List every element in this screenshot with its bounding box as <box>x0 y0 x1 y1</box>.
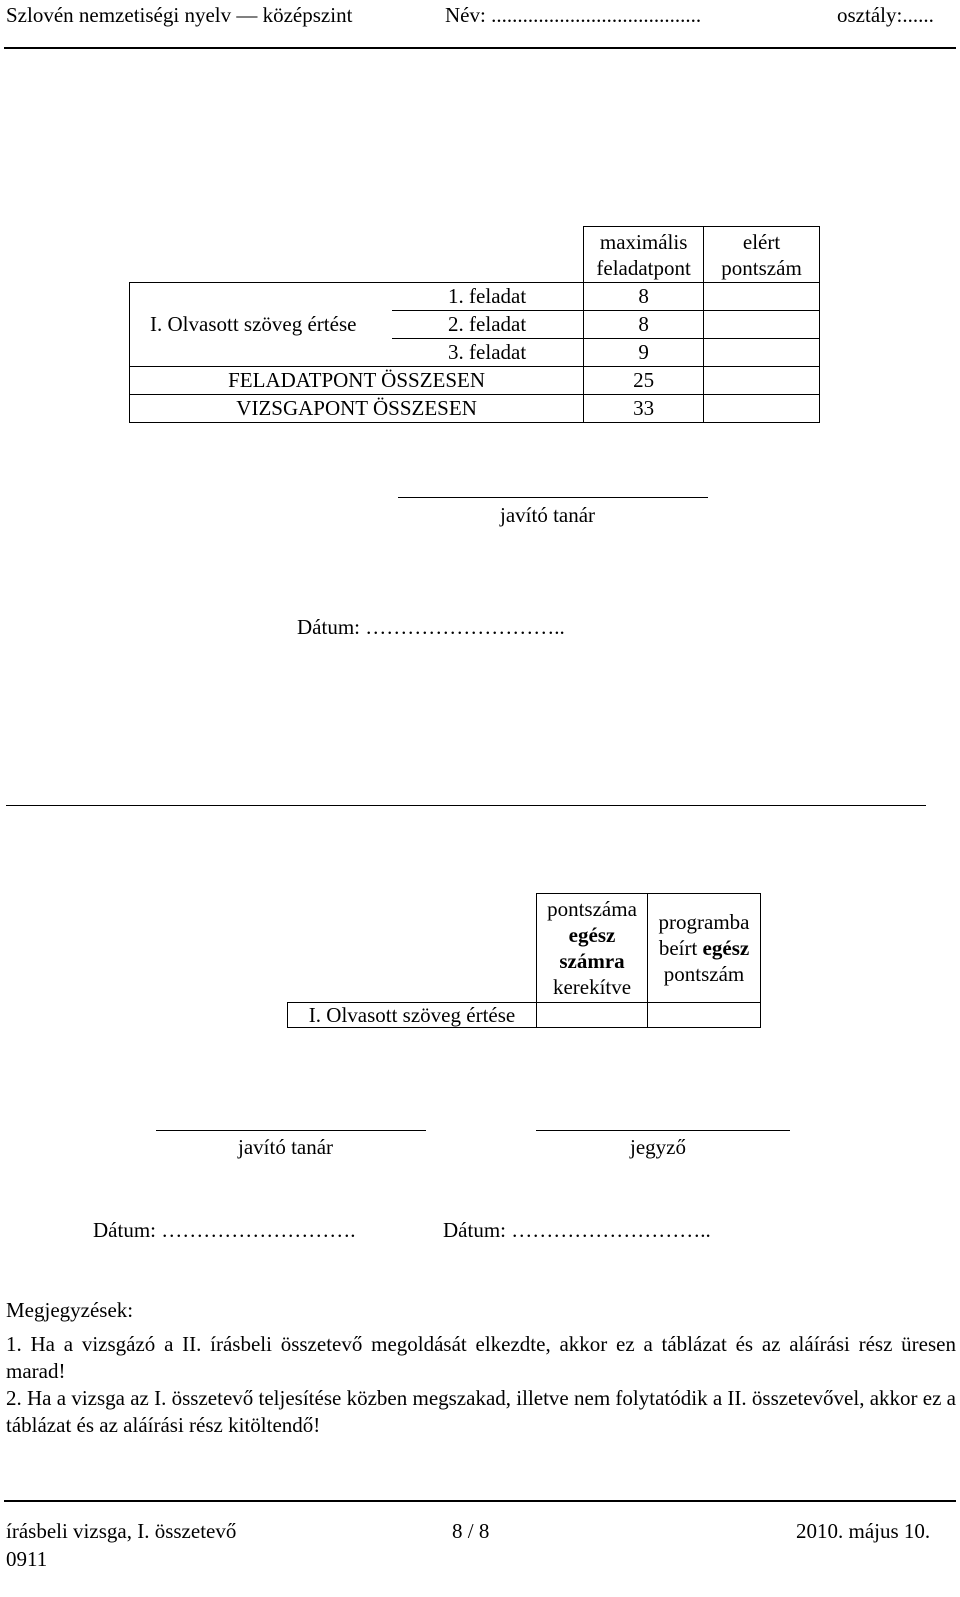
date-field[interactable]: Dátum: ……………………….. <box>297 615 565 639</box>
rounded-score-header-cell: pontszáma egész számra kerekítve <box>536 893 648 1003</box>
notary-date-field[interactable]: Dátum: ……………………….. <box>443 1218 711 1242</box>
teacher-label-2: javító tanár <box>238 1135 334 1159</box>
total-task-points-earned[interactable] <box>704 367 820 395</box>
teacher-label: javító tanár <box>500 503 596 527</box>
task-3-max: 9 <box>584 339 704 367</box>
header-rule <box>4 47 956 49</box>
teacher-date-field[interactable]: Dátum: ………………………. <box>93 1218 356 1242</box>
earned-points-header: elért pontszám <box>721 229 802 280</box>
footer-date: 2010. május 10. <box>796 1519 931 1543</box>
total-exam-points-earned[interactable] <box>704 395 820 423</box>
notes-title: Megjegyzések: <box>6 1298 134 1322</box>
note-2: 2. Ha a vizsga az I. összetevő teljesítése közben megszakad, illetve nem folytatódik a II. összetevővel, akkor ez a táblázat és az aláírási rész kitöltendő! <box>6 1386 956 1437</box>
task-2-earned[interactable] <box>704 311 820 339</box>
max-points-header: maximális feladatpont <box>596 229 691 280</box>
teacher-signature-line-2[interactable] <box>156 1130 426 1131</box>
section-label-cell: I. Olvasott szöveg értése <box>287 1002 537 1028</box>
task-3-label: 3. feladat <box>392 339 584 367</box>
task-2-max: 8 <box>584 311 704 339</box>
program-score-header-cell: programba beírt egész pontszám <box>647 893 761 1003</box>
section-separator <box>6 805 926 806</box>
notary-signature-line[interactable] <box>536 1130 790 1131</box>
total-exam-points-max: 33 <box>584 395 704 423</box>
total-task-points-label: FELADATPONT ÖSSZESEN <box>130 367 584 395</box>
task-1-label: 1. feladat <box>392 283 584 311</box>
task-2-label: 2. feladat <box>392 311 584 339</box>
teacher-signature-line[interactable] <box>398 497 708 498</box>
program-score-cell[interactable] <box>647 1002 761 1028</box>
footer-page-number: 8 / 8 <box>452 1519 490 1543</box>
footer-code: 0911 <box>6 1547 48 1571</box>
total-task-points-max: 25 <box>584 367 704 395</box>
footer-exam-label: írásbeli vizsga, I. összetevő <box>6 1519 237 1543</box>
header-class-field: osztály:...... <box>837 3 934 27</box>
rounded-score-cell[interactable] <box>536 1002 648 1028</box>
section-label: I. Olvasott szöveg értése <box>130 311 392 339</box>
header-name-field: Név: ........................................ <box>445 3 702 27</box>
task-3-earned[interactable] <box>704 339 820 367</box>
footer-rule <box>4 1500 956 1502</box>
header-title: Szlovén nemzetiségi nyelv — középszint <box>6 3 353 27</box>
total-exam-points-label: VIZSGAPONT ÖSSZESEN <box>130 395 584 423</box>
notary-label: jegyző <box>630 1135 686 1159</box>
task-1-earned[interactable] <box>704 283 820 311</box>
score-table <box>129 226 820 423</box>
task-1-max: 8 <box>584 283 704 311</box>
note-1: 1. Ha a vizsgázó a II. írásbeli összetevő megoldását elkezdte, akkor ez a táblázat és az aláírási rész üresen marad! <box>6 1332 956 1383</box>
